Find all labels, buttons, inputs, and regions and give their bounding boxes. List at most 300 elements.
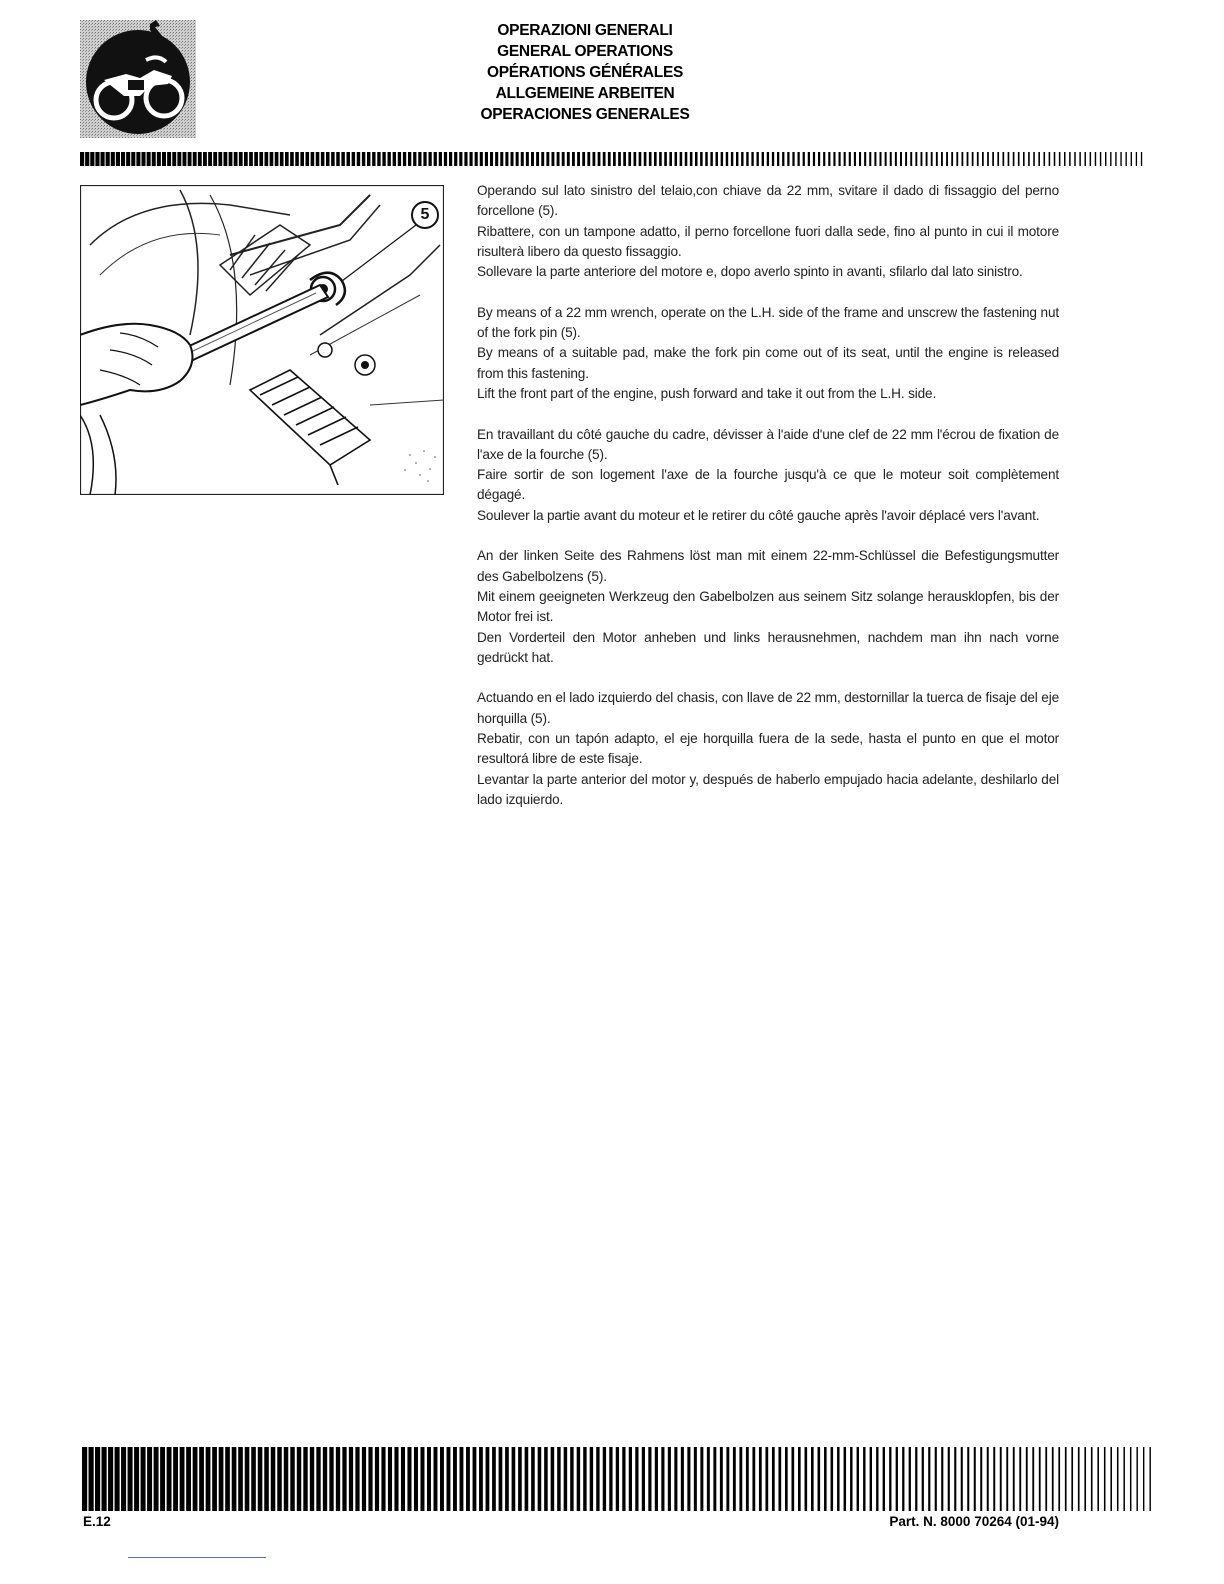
- title-de: ALLGEMEINE ARBEITEN: [495, 85, 675, 102]
- divider-stripe: [648, 1447, 651, 1511]
- divider-stripe: [895, 152, 897, 166]
- divider-stripe: [449, 152, 452, 166]
- divider-stripe: [1074, 152, 1075, 166]
- divider-stripe: [352, 152, 355, 166]
- divider-stripe: [414, 1447, 418, 1511]
- divider-stripe: [739, 1447, 742, 1511]
- divider-stripe: [95, 152, 99, 166]
- divider-stripe: [1028, 152, 1030, 166]
- divider-stripe: [710, 152, 712, 166]
- divider-stripe: [1105, 152, 1106, 166]
- divider-stripe: [889, 1447, 891, 1511]
- divider-stripe: [759, 1447, 762, 1511]
- divider-stripe: [915, 152, 917, 166]
- divider-stripe: [582, 152, 585, 166]
- divider-stripe: [577, 152, 580, 166]
- divider-stripe: [505, 152, 508, 166]
- divider-stripe: [700, 152, 703, 166]
- divider-stripe: [869, 152, 871, 166]
- paragraph: En travaillant du côté gauche du cadre, dévisser à l'aide d'une clef de 22 mm l'écrou de fixation de l'axe de la fourche (5).: [477, 426, 1059, 462]
- divider-stripe: [818, 1447, 821, 1511]
- divider-stripe: [1059, 152, 1061, 166]
- divider-stripe: [935, 1447, 937, 1511]
- divider-stripe: [80, 152, 84, 166]
- divider-stripe: [480, 152, 483, 166]
- paragraph: Soulever la partie avant du moteur et le retirer du côté gauche après l'avoir déplacé vers l'avant.: [477, 507, 1040, 523]
- divider-stripe: [460, 1447, 464, 1511]
- divider-stripe: [870, 1447, 872, 1511]
- divider-stripe: [798, 152, 800, 166]
- divider-stripe: [900, 152, 902, 166]
- divider-stripe: [271, 1447, 276, 1511]
- divider-stripe: [603, 152, 606, 166]
- divider-stripe: [690, 152, 693, 166]
- divider-stripe: [557, 152, 560, 166]
- divider-stripe: [1104, 1447, 1106, 1511]
- divider-stripe: [928, 1447, 930, 1511]
- divider-stripe: [609, 1447, 612, 1511]
- divider-stripe: [499, 1447, 503, 1511]
- divider-stripe: [818, 152, 820, 166]
- divider-stripe: [1110, 1447, 1112, 1511]
- divider-stripe: [429, 152, 432, 166]
- divider-stripe: [993, 1447, 995, 1511]
- divider-stripe: [423, 152, 426, 166]
- divider-stripe: [199, 1447, 204, 1511]
- divider-stripe: [849, 152, 851, 166]
- divider-stripe: [316, 1447, 320, 1511]
- divider-stripe: [896, 1447, 898, 1511]
- paragraph: Rebatir, con un tapón adapto, el eje horquilla fuera de la sede, hasta el punto en que el motor resultorá libre de este fisaje.: [477, 731, 1059, 767]
- divider-stripe: [1069, 152, 1071, 166]
- divider-stripe: [733, 1447, 736, 1511]
- divider-stripe: [778, 1447, 781, 1511]
- divider-stripe: [326, 152, 330, 166]
- divider-stripe: [388, 152, 391, 166]
- divider-stripe: [931, 152, 933, 166]
- divider-stripe: [731, 152, 733, 166]
- divider-stripe: [922, 1447, 924, 1511]
- divider-stripe: [229, 152, 233, 166]
- divider-stripe: [284, 1447, 288, 1511]
- section-italian: [477, 181, 1059, 282]
- divider-stripe: [89, 1447, 94, 1511]
- divider-stripe: [362, 152, 365, 166]
- divider-stripe: [961, 1447, 963, 1511]
- divider-stripe: [562, 152, 565, 166]
- divider-stripe: [382, 152, 385, 166]
- divider-stripe: [839, 152, 841, 166]
- divider-stripe: [694, 1447, 697, 1511]
- divider-stripe: [526, 152, 529, 166]
- divider-stripe: [439, 152, 442, 166]
- divider-stripe: [394, 1447, 398, 1511]
- divider-stripe: [1110, 152, 1111, 166]
- divider-stripe: [275, 152, 279, 166]
- divider-stripe: [219, 1447, 224, 1511]
- procedure-illustration: [80, 185, 444, 495]
- divider-stripe: [1141, 152, 1142, 166]
- divider-stripe: [485, 152, 488, 166]
- divider-stripe: [721, 152, 723, 166]
- paragraph: Faire sortir de son logement l'axe de la fourche jusqu'à ce que le moteur soit complètement dégagé.: [477, 467, 1059, 503]
- divider-stripe: [616, 1447, 619, 1511]
- divider-stripe: [336, 152, 340, 166]
- divider-stripe: [285, 152, 289, 166]
- divider-stripe: [987, 1447, 989, 1511]
- divider-stripe: [206, 1447, 211, 1511]
- divider-stripe: [713, 1447, 716, 1511]
- divider-stripe: [1100, 152, 1101, 166]
- divider-stripe: [453, 1447, 457, 1511]
- divider-stripe: [375, 1447, 379, 1511]
- divider-stripe: [316, 152, 320, 166]
- divider-stripe: [962, 152, 964, 166]
- divider-stripe: [167, 152, 171, 166]
- divider-stripe: [259, 152, 263, 166]
- divider-stripe: [183, 152, 187, 166]
- divider-stripe: [516, 152, 519, 166]
- divider-stripe: [859, 152, 861, 166]
- divider-stripe: [265, 152, 269, 166]
- divider-stripe: [741, 152, 743, 166]
- divider-stripe: [936, 152, 938, 166]
- divider-stripe: [90, 152, 94, 166]
- divider-stripe: [828, 152, 830, 166]
- divider-stripe: [951, 152, 953, 166]
- divider-stripe: [172, 152, 176, 166]
- divider-stripe: [765, 1447, 768, 1511]
- divider-stripe: [295, 152, 299, 166]
- divider-stripe: [126, 152, 130, 166]
- divider-stripe: [823, 152, 825, 166]
- divider-stripe: [720, 1447, 723, 1511]
- paragraph: Levantar la parte anterior del motor y, después de haberlo empujado hacia adelante, deshilarlo del lado izquierdo.: [477, 771, 1059, 807]
- divider-stripe: [772, 152, 774, 166]
- divider-stripe: [464, 152, 467, 166]
- divider-stripe: [1078, 1447, 1080, 1511]
- divider-stripe: [669, 152, 672, 166]
- divider-stripe: [505, 1447, 509, 1511]
- divider-stripe: [218, 152, 222, 166]
- divider-stripe: [500, 152, 503, 166]
- divider-stripe: [536, 152, 539, 166]
- divider-stripe: [362, 1447, 366, 1511]
- divider-stripe: [433, 1447, 437, 1511]
- divider-stripe: [552, 152, 555, 166]
- divider-stripe: [674, 1447, 677, 1511]
- divider-stripe: [349, 1447, 353, 1511]
- divider-stripe: [495, 152, 498, 166]
- divider-stripe: [401, 1447, 405, 1511]
- divider-stripe: [102, 1447, 107, 1511]
- divider-stripe: [381, 1447, 385, 1511]
- divider-stripe: [564, 1447, 567, 1511]
- divider-stripe: [470, 152, 473, 166]
- divider-stripe: [1058, 1447, 1060, 1511]
- divider-stripe: [876, 1447, 878, 1511]
- divider-stripe: [444, 152, 447, 166]
- divider-stripe: [583, 1447, 586, 1511]
- divider-stripe: [926, 152, 928, 166]
- divider-stripe: [915, 1447, 917, 1511]
- divider-stripe: [277, 1447, 282, 1511]
- divider-stripe: [603, 1447, 606, 1511]
- divider-stripe: [642, 1447, 645, 1511]
- divider-stripe: [857, 1447, 859, 1511]
- divider-stripe: [831, 1447, 834, 1511]
- divider-stripe: [639, 152, 642, 166]
- divider-stripe: [152, 152, 156, 166]
- divider-stripe: [1026, 1447, 1028, 1511]
- divider-stripe: [355, 1447, 359, 1511]
- divider-stripe: [798, 1447, 801, 1511]
- divider-stripe: [767, 152, 769, 166]
- divider-stripe: [1000, 1447, 1002, 1511]
- divider-stripe: [623, 152, 626, 166]
- divider-stripe: [454, 152, 457, 166]
- paragraph: Operando sul lato sinistro del telaio,con chiave da 22 mm, svitare il dado di fissaggio del perno forcellone (5).: [477, 183, 1059, 219]
- divider-stripe: [885, 152, 887, 166]
- divider-stripe: [598, 152, 601, 166]
- divider-stripe: [1013, 1447, 1015, 1511]
- divider-stripe: [1065, 1447, 1067, 1511]
- divider-stripe: [980, 1447, 982, 1511]
- divider-stripe: [757, 152, 759, 166]
- divider-stripe: [459, 152, 462, 166]
- divider-stripe: [967, 1447, 969, 1511]
- divider-stripe: [486, 1447, 490, 1511]
- divider-stripe: [418, 152, 421, 166]
- divider-stripe: [736, 152, 738, 166]
- divider-stripe: [954, 1447, 956, 1511]
- footer-divider-bar: [82, 1447, 1156, 1511]
- divider-stripe: [434, 152, 437, 166]
- divider-stripe: [270, 152, 274, 166]
- divider-stripe: [977, 152, 979, 166]
- divider-stripe: [618, 152, 621, 166]
- divider-stripe: [407, 1447, 411, 1511]
- divider-stripe: [306, 152, 310, 166]
- divider-stripe: [186, 1447, 191, 1511]
- divider-stripe: [844, 152, 846, 166]
- divider-stripe: [1085, 152, 1086, 166]
- divider-stripe: [546, 152, 549, 166]
- wrench-fork-pin-illustration: [80, 185, 444, 495]
- divider-stripe: [1097, 1447, 1099, 1511]
- callout-number: 5: [420, 206, 430, 223]
- divider-stripe: [238, 1447, 243, 1511]
- divider-stripe: [198, 152, 202, 166]
- divider-stripe: [772, 1447, 775, 1511]
- divider-stripe: [531, 1447, 535, 1511]
- divider-stripe: [811, 1447, 814, 1511]
- divider-stripe: [1003, 152, 1005, 166]
- section-french: [477, 425, 1059, 526]
- divider-stripe: [909, 1447, 911, 1511]
- divider-stripe: [290, 1447, 294, 1511]
- divider-stripe: [1126, 152, 1127, 166]
- divider-stripe: [707, 1447, 710, 1511]
- divider-stripe: [368, 1447, 372, 1511]
- divider-stripe: [1120, 152, 1121, 166]
- paragraph: Lift the front part of the engine, push forward and take it out from the L.H. side.: [477, 385, 937, 401]
- divider-stripe: [1045, 1447, 1047, 1511]
- divider-stripe: [280, 152, 284, 166]
- divider-stripe: [1044, 152, 1046, 166]
- divider-stripe: [341, 152, 344, 166]
- divider-stripe: [377, 152, 380, 166]
- divider-stripe: [121, 152, 125, 166]
- divider-stripe: [1130, 1447, 1131, 1511]
- divider-stripe: [224, 152, 228, 166]
- divider-stripe: [890, 152, 892, 166]
- divider-stripe: [427, 1447, 431, 1511]
- divider-stripe: [232, 1447, 237, 1511]
- divider-stripe: [635, 1447, 638, 1511]
- divider-stripe: [408, 152, 411, 166]
- divider-stripe: [310, 1447, 314, 1511]
- divider-stripe: [1039, 1447, 1041, 1511]
- paragraph: An der linken Seite des Rahmens löst man mit einem 22-mm-Schlüssel die Befestigungsmutter des Gabelbolzens (5).: [477, 548, 1059, 584]
- divider-stripe: [1023, 152, 1025, 166]
- divider-stripe: [787, 152, 789, 166]
- divider-stripe: [680, 152, 683, 166]
- divider-stripe: [531, 152, 534, 166]
- motorcycle-engine-removal-icon: [80, 20, 196, 138]
- divider-stripe: [746, 152, 748, 166]
- bottom-rule: [128, 1557, 266, 1558]
- divider-stripe: [447, 1447, 451, 1511]
- divider-stripe: [323, 1447, 327, 1511]
- divider-stripe: [644, 152, 647, 166]
- divider-stripe: [490, 152, 493, 166]
- divider-stripe: [212, 1447, 217, 1511]
- divider-stripe: [258, 1447, 263, 1511]
- divider-stripe: [1018, 152, 1020, 166]
- divider-stripe: [777, 152, 779, 166]
- divider-stripe: [479, 1447, 483, 1511]
- divider-stripe: [593, 152, 596, 166]
- divider-stripe: [95, 1447, 100, 1511]
- divider-stripe: [538, 1447, 542, 1511]
- divider-stripe: [726, 152, 728, 166]
- divider-stripe: [587, 152, 590, 166]
- divider-stripe: [116, 152, 120, 166]
- divider-stripe: [85, 152, 89, 166]
- divider-stripe: [992, 152, 994, 166]
- divider-stripe: [726, 1447, 729, 1511]
- divider-stripe: [177, 152, 181, 166]
- divider-stripe: [475, 152, 478, 166]
- divider-stripe: [1095, 152, 1096, 166]
- divider-stripe: [567, 152, 570, 166]
- divider-stripe: [785, 1447, 788, 1511]
- divider-stripe: [180, 1447, 185, 1511]
- divider-stripe: [541, 152, 544, 166]
- divider-stripe: [321, 152, 325, 166]
- divider-stripe: [101, 152, 105, 166]
- divider-stripe: [121, 1447, 126, 1511]
- divider-stripe: [705, 152, 707, 166]
- divider-stripe: [521, 152, 524, 166]
- divider-stripe: [1008, 152, 1010, 166]
- divider-stripe: [921, 152, 923, 166]
- divider-stripe: [551, 1447, 555, 1511]
- divider-stripe: [967, 152, 969, 166]
- divider-stripe: [628, 152, 631, 166]
- divider-stripe: [329, 1447, 333, 1511]
- divider-stripe: [972, 152, 974, 166]
- divider-stripe: [987, 152, 989, 166]
- divider-stripe: [1115, 152, 1116, 166]
- divider-stripe: [668, 1447, 671, 1511]
- divider-stripe: [883, 1447, 885, 1511]
- divider-stripe: [974, 1447, 976, 1511]
- divider-stripe: [466, 1447, 470, 1511]
- divider-stripe: [108, 1447, 113, 1511]
- divider-stripe: [751, 152, 753, 166]
- instructions-text: [477, 181, 1059, 831]
- divider-stripe: [874, 152, 876, 166]
- divider-stripe: [956, 152, 958, 166]
- title-en: GENERAL OPERATIONS: [497, 43, 673, 60]
- divider-stripe: [1006, 1447, 1008, 1511]
- divider-stripe: [608, 152, 611, 166]
- divider-stripe: [910, 152, 912, 166]
- divider-stripe: [982, 152, 984, 166]
- divider-stripe: [1084, 1447, 1086, 1511]
- divider-stripe: [244, 152, 248, 166]
- divider-stripe: [824, 1447, 827, 1511]
- divider-stripe: [473, 1447, 477, 1511]
- divider-stripe: [1136, 1447, 1137, 1511]
- divider-stripe: [659, 152, 662, 166]
- divider-stripe: [695, 152, 698, 166]
- divider-stripe: [1136, 152, 1137, 166]
- divider-stripe: [342, 1447, 346, 1511]
- divider-stripe: [596, 1447, 599, 1511]
- divider-stripe: [525, 1447, 529, 1511]
- divider-stripe: [193, 152, 197, 166]
- divider-stripe: [746, 1447, 749, 1511]
- divider-stripe: [254, 152, 258, 166]
- page-title: [400, 20, 770, 125]
- divider-stripe: [661, 1447, 664, 1511]
- section-english: [477, 303, 1059, 404]
- divider-stripe: [1117, 1447, 1119, 1511]
- divider-stripe: [203, 152, 207, 166]
- divider-stripe: [245, 1447, 250, 1511]
- divider-stripe: [837, 1447, 840, 1511]
- divider-stripe: [813, 152, 815, 166]
- divider-stripe: [590, 1447, 593, 1511]
- divider-stripe: [142, 152, 146, 166]
- header-divider-bar: [80, 152, 1146, 166]
- divider-stripe: [654, 152, 657, 166]
- divider-stripe: [1049, 152, 1051, 166]
- divider-stripe: [398, 152, 401, 166]
- divider-stripe: [664, 152, 667, 166]
- divider-stripe: [905, 152, 907, 166]
- divider-stripe: [512, 1447, 516, 1511]
- divider-stripe: [1038, 152, 1040, 166]
- section-logo: [80, 20, 196, 138]
- divider-stripe: [290, 152, 294, 166]
- divider-stripe: [572, 152, 575, 166]
- divider-stripe: [941, 1447, 943, 1511]
- divider-stripe: [700, 1447, 703, 1511]
